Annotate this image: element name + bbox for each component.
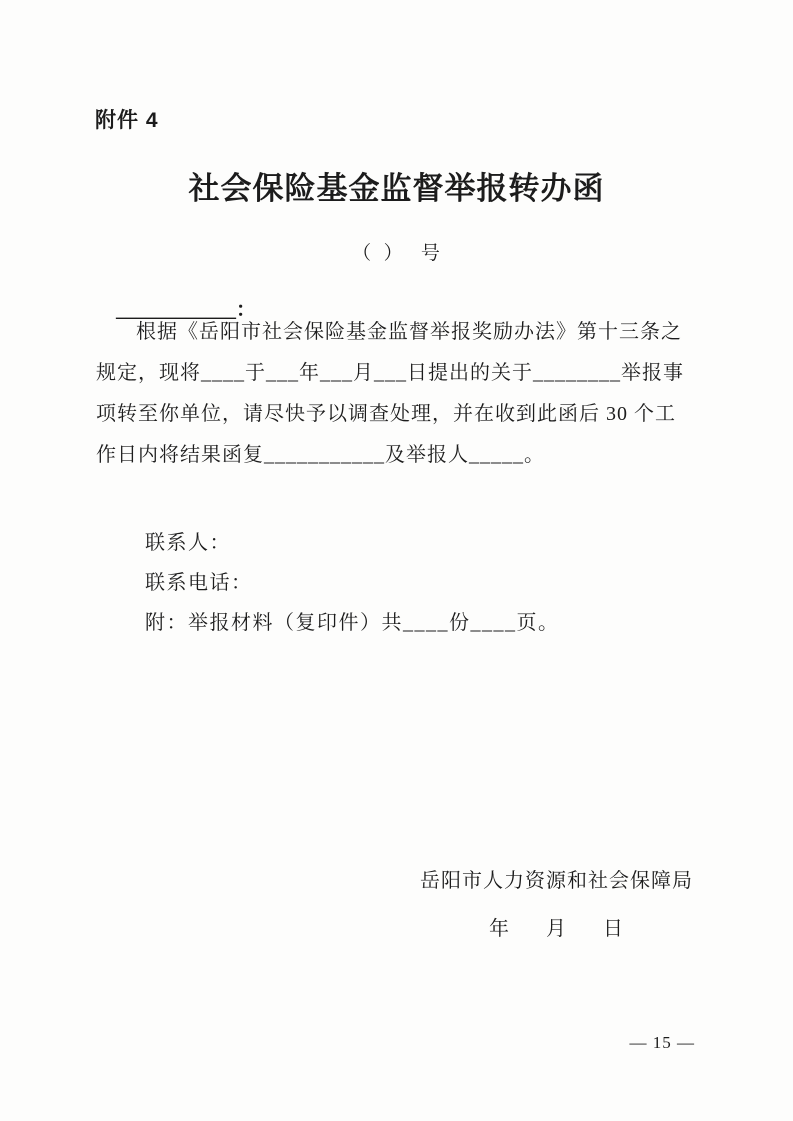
body-line-2: 规定，现将____于___年___月___日提出的关于________举报事 — [96, 362, 684, 384]
body-line-4: 作日内将结果函复___________及举报人_____。 — [96, 444, 545, 466]
contact-phone-label: 联系电话： — [145, 572, 253, 594]
contact-block — [145, 528, 560, 648]
page-number: — 15 — — [629, 1033, 695, 1052]
contact-person-label: 联系人： — [145, 532, 231, 554]
addressee-blank-field: ____________ — [116, 299, 236, 321]
body-line-1: 根据《岳阳市社会保险基金监督举报奖励办法》第十三条之 — [136, 321, 682, 343]
date-line: 年 月 日 — [489, 918, 624, 940]
document-number-line: （ ） 号 — [352, 243, 441, 264]
signature-block — [420, 864, 693, 941]
body-line-3: 项转至你单位，请尽快予以调查处理，并在收到此函后 30 个工 — [96, 403, 676, 425]
document-title: 社会保险基金监督举报转办函 — [188, 171, 605, 206]
attachment-note-line: 附：举报材料（复印件）共____份____页。 — [145, 612, 560, 634]
issuer-name: 岳阳市人力资源和社会保障局 — [420, 870, 693, 892]
addressee-colon: ： — [236, 299, 256, 321]
body-paragraph — [96, 317, 721, 481]
attachment-label: 附件 4 — [95, 109, 159, 132]
